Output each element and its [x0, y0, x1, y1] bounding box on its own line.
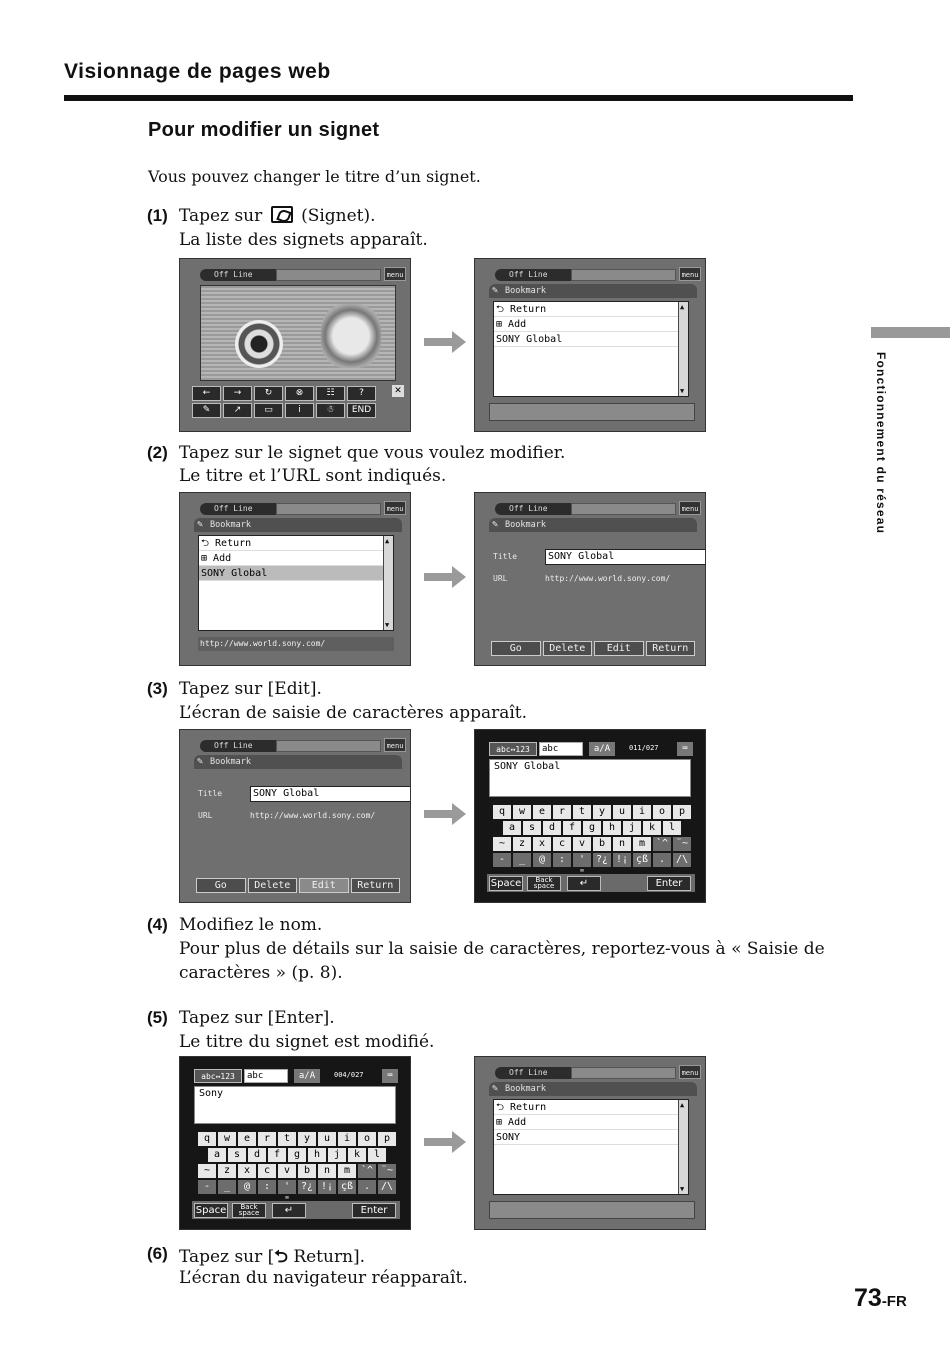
close-icon[interactable]: ✕	[392, 385, 404, 397]
list-item-add[interactable]: ⊞ Add	[494, 317, 688, 332]
keyboard-key[interactable]: ~	[493, 837, 511, 851]
list-item-bookmark-selected[interactable]: SONY Global	[199, 566, 393, 581]
step-1-line2: La liste des signets apparaît.	[179, 230, 428, 250]
offline-label: Off Line	[200, 740, 284, 752]
keyboard-key[interactable]: '	[278, 1180, 296, 1194]
list-item-add[interactable]: ⊞ Add	[494, 1115, 688, 1130]
keyboard-key[interactable]: b	[298, 1164, 316, 1178]
edit-button[interactable]: Edit	[299, 878, 349, 893]
url-value: http://www.world.sony.com/	[545, 574, 671, 583]
keyboard-key[interactable]: p	[378, 1132, 396, 1146]
keyboard-key[interactable]: s	[523, 821, 541, 835]
step-5-number: (5)	[147, 1008, 168, 1027]
window-icon[interactable]: ▭	[254, 403, 283, 418]
step-3-line2: L’écran de saisie de caractères apparaît.	[179, 703, 528, 723]
keyboard-key[interactable]: /\	[378, 1180, 396, 1194]
keyboard-key[interactable]: r	[258, 1132, 276, 1146]
keyboard-key[interactable]: r	[553, 805, 571, 819]
toolbar-row-1	[192, 386, 386, 402]
screen-bookmark-list-updated	[474, 1056, 706, 1230]
key-row-1	[493, 805, 691, 819]
keyboard-key[interactable]: v	[573, 837, 591, 851]
address-field[interactable]	[276, 503, 381, 515]
keyboard-key[interactable]: w	[218, 1132, 236, 1146]
list-item-return[interactable]: ⮌ Return	[199, 536, 393, 551]
menu-button[interactable]: menu	[384, 267, 406, 281]
return-label: Return	[215, 538, 252, 549]
offline-label: Off Line	[200, 269, 284, 281]
input-mode-button[interactable]: abc↔123	[489, 742, 537, 756]
char-count: 004/027	[334, 1071, 364, 1079]
keyboard-key[interactable]: f	[563, 821, 581, 835]
screen-browser	[179, 258, 411, 432]
back-arrow-icon[interactable]: ←	[192, 386, 221, 401]
menu-button[interactable]: menu	[679, 501, 701, 515]
top-bar	[186, 738, 406, 752]
button-row	[196, 878, 400, 894]
url-value: http://www.world.sony.com/	[250, 811, 376, 820]
list-item-bookmark[interactable]: SONY Global	[494, 332, 688, 347]
keyboard-key[interactable]: b	[593, 837, 611, 851]
flower-image	[321, 304, 381, 368]
keyboard-key[interactable]: d	[543, 821, 561, 835]
step-2-number: (2)	[147, 443, 168, 462]
keyboard-key[interactable]: k	[348, 1148, 366, 1162]
step-1-number: (1)	[147, 206, 168, 225]
enter-arrow-icon[interactable]: ↵	[567, 876, 601, 891]
keyboard-key[interactable]: h	[308, 1148, 326, 1162]
case-toggle-button[interactable]: a/A	[589, 742, 615, 756]
page-header-title: Visionnage de pages web	[64, 60, 331, 83]
bookmark-icon	[271, 206, 293, 223]
input-mode-field: abc	[244, 1069, 288, 1083]
screen-bookmark-edit	[179, 729, 411, 903]
key-row-2	[503, 821, 681, 835]
camera-lens-image	[235, 320, 283, 368]
keyboard-key[interactable]: f	[268, 1148, 286, 1162]
keyboard-key[interactable]: u	[613, 805, 631, 819]
keyboard-key[interactable]: @	[533, 853, 551, 867]
button-row	[491, 641, 695, 657]
bottom-bar	[489, 403, 695, 421]
arrow-right-icon	[424, 803, 468, 825]
web-page-image	[200, 285, 396, 381]
url-row	[198, 811, 376, 820]
keyboard-key[interactable]: c	[258, 1164, 276, 1178]
text-input-area[interactable]: SONY Global	[489, 759, 691, 797]
header-rule	[64, 95, 853, 101]
keyboard-key[interactable]: m	[338, 1164, 356, 1178]
keyboard-key[interactable]: h	[603, 821, 621, 835]
keyboard-key[interactable]: ?¿	[593, 853, 611, 867]
keyboard-key[interactable]: y	[298, 1132, 316, 1146]
key-row-4	[198, 1180, 396, 1194]
step-1-text-post: (Signet).	[301, 206, 376, 226]
key-row-3	[198, 1164, 396, 1178]
page-view-icon[interactable]: ☷	[316, 386, 345, 401]
top-bar	[481, 1065, 701, 1079]
go-to-icon[interactable]: ↗	[223, 403, 252, 418]
page-number-value: 73	[854, 1284, 882, 1312]
list-item-add[interactable]: ⊞ Add	[199, 551, 393, 566]
bookmark-header: ✎ Bookmark	[194, 518, 402, 532]
keyboard-key[interactable]: g	[288, 1148, 306, 1162]
keyboard-key[interactable]: s	[228, 1148, 246, 1162]
key-row-4	[493, 853, 691, 867]
enter-button[interactable]: Enter	[647, 876, 691, 891]
scrollbar[interactable]	[678, 302, 688, 396]
keyboard-key[interactable]: o	[653, 805, 671, 819]
title-row	[493, 551, 615, 562]
return-label: Return	[510, 304, 547, 315]
keyboard-key[interactable]: @	[238, 1180, 256, 1194]
step-4-line3: caractères » (p. 8).	[179, 963, 343, 983]
step-1-text-pre: Tapez sur	[179, 206, 263, 226]
step-2-line2: Le titre et l’URL sont indiqués.	[179, 466, 447, 486]
screen-bookmark-list	[474, 258, 706, 432]
keyboard-key[interactable]: :	[553, 853, 571, 867]
keyboard-key[interactable]: x	[238, 1164, 256, 1178]
step-3-line1: Tapez sur [Edit].	[179, 679, 322, 699]
scrollbar[interactable]	[383, 536, 393, 630]
bookmark-header: ✎ Bookmark	[194, 755, 402, 769]
keyboard-icon[interactable]: ⌨	[382, 1069, 398, 1083]
keyboard-key[interactable]: c	[553, 837, 571, 851]
title-label: Title	[198, 789, 223, 798]
keyboard-key[interactable]: q	[493, 805, 511, 819]
side-chapter-label: Fonctionnement du réseau	[874, 352, 888, 535]
bottom-bar	[489, 1201, 695, 1219]
key-row-2	[208, 1148, 386, 1162]
keyboard-top-bar	[489, 742, 693, 756]
keyboard-key[interactable]: :	[258, 1180, 276, 1194]
bookmark-listbox	[198, 535, 394, 631]
stop-icon[interactable]: ⊗	[285, 386, 314, 401]
top-bar	[186, 501, 406, 515]
keyboard-key[interactable]: !¡	[613, 853, 631, 867]
keyboard-key[interactable]: _	[513, 853, 531, 867]
keyboard-key[interactable]: g	[583, 821, 601, 835]
bookmark-listbox	[493, 1099, 689, 1195]
arrow-right-icon	[424, 566, 468, 588]
bookmark-header: ✎ Bookmark	[489, 284, 697, 298]
return-icon: ⮌	[274, 1247, 288, 1267]
top-bar	[481, 501, 701, 515]
keyboard-key[interactable]: j	[328, 1148, 346, 1162]
help-icon[interactable]: ?	[347, 386, 376, 401]
keyboard-key[interactable]: l	[663, 821, 681, 835]
offline-label: Off Line	[495, 269, 579, 281]
keyboard-key[interactable]: ?¿	[298, 1180, 316, 1194]
offline-label: Off Line	[495, 503, 579, 515]
keyboard-top-bar	[194, 1069, 398, 1083]
keyboard-key[interactable]: a	[208, 1148, 226, 1162]
return-button[interactable]: Return	[646, 641, 696, 656]
bookmark-header: ✎ Bookmark	[489, 1082, 697, 1096]
delete-button[interactable]: Delete	[248, 878, 298, 893]
menu-button[interactable]: menu	[679, 1065, 701, 1079]
settings-icon[interactable]: ☃	[316, 403, 345, 418]
address-field[interactable]	[276, 269, 381, 281]
keyboard-key[interactable]: y	[593, 805, 611, 819]
keyboard-key[interactable]: ¨~	[673, 837, 691, 851]
reload-icon[interactable]: ↻	[254, 386, 283, 401]
keyboard-key[interactable]: x	[533, 837, 551, 851]
keyboard-key[interactable]: t	[573, 805, 591, 819]
keyboard-key[interactable]: n	[318, 1164, 336, 1178]
address-field[interactable]	[276, 740, 381, 752]
forward-arrow-icon[interactable]: →	[223, 386, 252, 401]
step-6-text-pre: Tapez sur [	[179, 1247, 275, 1267]
keyboard-key[interactable]: .	[653, 853, 671, 867]
keyboard-key[interactable]: m	[633, 837, 651, 851]
bookmark-header: ✎ Bookmark	[489, 518, 697, 532]
scrollbar[interactable]	[678, 1100, 688, 1194]
keyboard-key[interactable]: /\	[673, 853, 691, 867]
keyboard-key[interactable]: d	[248, 1148, 266, 1162]
keyboard-key[interactable]: u	[318, 1132, 336, 1146]
input-mode-field: abc	[539, 742, 583, 756]
keyboard-key[interactable]: k	[643, 821, 661, 835]
keyboard-key[interactable]: ¨~	[378, 1164, 396, 1178]
keyboard-key[interactable]: p	[673, 805, 691, 819]
url-label: URL	[198, 811, 213, 820]
keyboard-key[interactable]: çß	[633, 853, 651, 867]
space-key[interactable]: Space	[195, 1205, 227, 1216]
keyboard-key[interactable]: o	[358, 1132, 376, 1146]
keyboard-key[interactable]: q	[198, 1132, 216, 1146]
screen-bookmark-detail	[474, 492, 706, 666]
input-mode-button[interactable]: abc↔123	[194, 1069, 242, 1083]
top-bar	[481, 267, 701, 281]
keyboard-key[interactable]: z	[513, 837, 531, 851]
keyboard-key[interactable]: z	[218, 1164, 236, 1178]
list-item-bookmark[interactable]: SONY	[494, 1130, 688, 1145]
return-label: Return	[510, 1102, 547, 1113]
add-label: Add	[508, 319, 527, 330]
delete-button[interactable]: Delete	[543, 641, 593, 656]
url-status: http://www.world.sony.com/	[198, 637, 394, 651]
page-number-suffix: -FR	[881, 1293, 907, 1310]
edit-button[interactable]: Edit	[594, 641, 644, 656]
enter-button[interactable]: Enter	[352, 1203, 396, 1218]
keyboard-key[interactable]: .	[358, 1180, 376, 1194]
step-6-line2: L’écran du navigateur réapparaît.	[179, 1268, 468, 1288]
step-4-number: (4)	[147, 915, 168, 934]
screen-bookmark-selected	[179, 492, 411, 666]
keyboard-key[interactable]: v	[278, 1164, 296, 1178]
offline-label: Off Line	[200, 503, 284, 515]
go-button[interactable]: Go	[196, 878, 246, 893]
top-bar	[186, 267, 406, 281]
url-label: URL	[493, 574, 508, 583]
keyboard-key[interactable]: ~	[198, 1164, 216, 1178]
title-row	[198, 788, 320, 799]
step-4-line2: Pour plus de détails sur la saisie de caractères, reportez-vous à « Saisie de	[179, 939, 825, 959]
return-button[interactable]: Return	[351, 878, 401, 893]
keyboard-key[interactable]: j	[623, 821, 641, 835]
list-item-return[interactable]: ⮌ Return	[494, 1100, 688, 1115]
url-row	[493, 574, 671, 583]
step-6-text-post: Return].	[287, 1247, 366, 1267]
keyboard-key[interactable]: l	[368, 1148, 386, 1162]
step-3-number: (3)	[147, 679, 168, 698]
keyboard-key[interactable]: i	[633, 805, 651, 819]
menu-button[interactable]: menu	[679, 267, 701, 281]
step-1-line1	[179, 206, 376, 226]
keyboard-key[interactable]: '	[573, 853, 591, 867]
backspace-key[interactable]: Back space	[232, 1203, 266, 1218]
toolbar-row-2	[192, 403, 386, 419]
keyboard-key[interactable]: `^	[653, 837, 671, 851]
offline-label: Off Line	[495, 1067, 579, 1079]
keyboard-key[interactable]: `^	[358, 1164, 376, 1178]
intro-text: Vous pouvez changer le titre d’un signet.	[148, 167, 481, 186]
case-toggle-button[interactable]: a/A	[294, 1069, 320, 1083]
text-input-area[interactable]: Sony	[194, 1086, 396, 1124]
keyboard-key[interactable]: w	[513, 805, 531, 819]
add-label: Add	[508, 1117, 527, 1128]
address-field[interactable]	[571, 503, 676, 515]
backspace-key[interactable]: Back space	[527, 876, 561, 891]
keyboard-bottom-bar	[192, 1201, 400, 1219]
keyboard-bottom-bar	[487, 874, 695, 892]
arrow-right-icon	[424, 331, 468, 353]
keyboard-key[interactable]: e	[533, 805, 551, 819]
info-icon[interactable]: i	[285, 403, 314, 418]
menu-button[interactable]: menu	[384, 501, 406, 515]
side-tab-marker	[871, 327, 950, 338]
page-number	[854, 1284, 907, 1313]
address-field[interactable]	[571, 1067, 676, 1079]
title-field[interactable]: SONY Global	[545, 549, 706, 565]
keyboard-key[interactable]: -	[493, 853, 511, 867]
space-key[interactable]: Space	[490, 878, 522, 889]
keyboard-key[interactable]: t	[278, 1132, 296, 1146]
title-label: Title	[493, 552, 518, 561]
keyboard-key[interactable]: a	[503, 821, 521, 835]
bookmark-icon[interactable]: ✎	[192, 403, 221, 418]
title-field[interactable]: SONY Global	[250, 786, 411, 802]
list-item-return[interactable]: ⮌ Return	[494, 302, 688, 317]
keyboard-key[interactable]: çß	[338, 1180, 356, 1194]
add-label: Add	[213, 553, 232, 564]
step-6-number: (6)	[147, 1244, 168, 1263]
keyboard-key[interactable]: n	[613, 837, 631, 851]
keyboard-key[interactable]: _	[218, 1180, 236, 1194]
key-row-3	[493, 837, 691, 851]
step-5-line1: Tapez sur [Enter].	[179, 1008, 335, 1028]
char-count: 011/027	[629, 744, 659, 752]
arrow-right-icon	[424, 1131, 468, 1153]
screen-keyboard-a	[474, 729, 706, 903]
menu-button[interactable]: menu	[384, 738, 406, 752]
keyboard-icon[interactable]: ⌨	[677, 742, 693, 756]
address-field[interactable]	[571, 269, 676, 281]
step-2-line1: Tapez sur le signet que vous voulez modifier.	[179, 443, 566, 463]
screen-keyboard-b	[179, 1056, 411, 1230]
step-5-line2: Le titre du signet est modifié.	[179, 1032, 435, 1052]
keyboard-key[interactable]: -	[198, 1180, 216, 1194]
go-button[interactable]: Go	[491, 641, 541, 656]
bookmark-listbox	[493, 301, 689, 397]
keyboard-key[interactable]: i	[338, 1132, 356, 1146]
enter-arrow-icon[interactable]: ↵	[272, 1203, 306, 1218]
end-button[interactable]: END	[347, 403, 376, 418]
key-row-1	[198, 1132, 396, 1146]
keyboard-key[interactable]: !¡	[318, 1180, 336, 1194]
keyboard-key[interactable]: e	[238, 1132, 256, 1146]
step-4-line1: Modifiez le nom.	[179, 915, 323, 935]
section-title: Pour modifier un signet	[148, 119, 380, 141]
